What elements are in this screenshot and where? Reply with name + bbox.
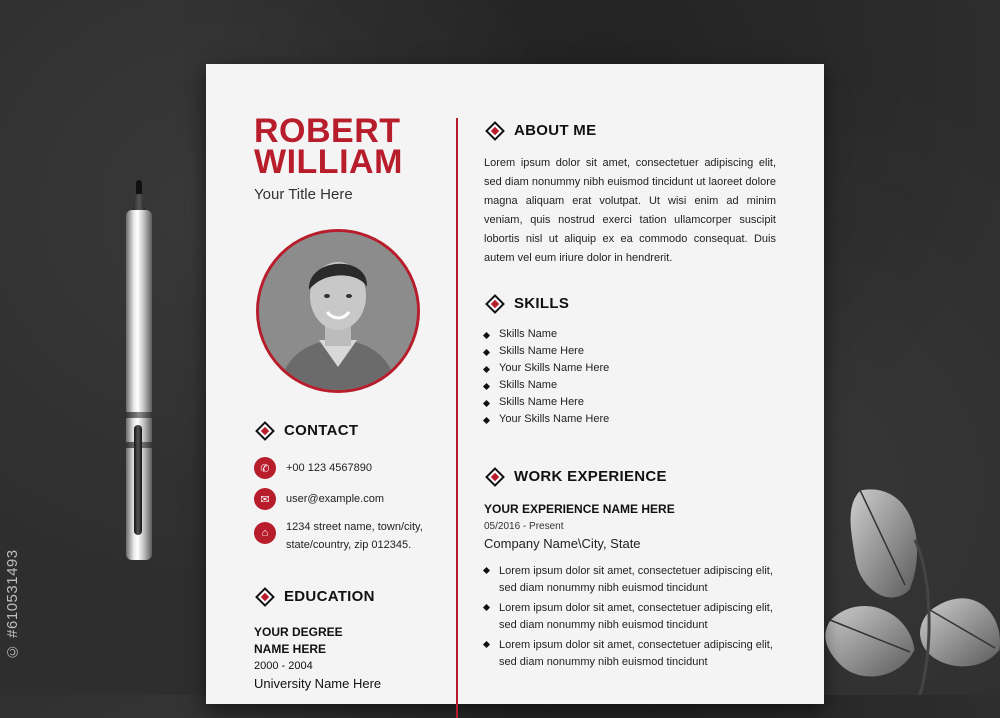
list-item: Skills Name <box>484 328 609 345</box>
phone-icon: ✆ <box>254 457 276 479</box>
list-item: Skills Name <box>484 379 609 396</box>
resume-paper <box>206 64 824 704</box>
plant-leaves-image <box>820 480 1000 695</box>
first-name: ROBERT <box>254 112 401 150</box>
experience-title: YOUR EXPERIENCE NAME HERE <box>484 502 675 516</box>
list-item: Your Skills Name Here <box>484 413 609 430</box>
experience-dates: 05/2016 - Present <box>484 521 564 532</box>
experience-heading: WORK EXPERIENCE <box>488 468 667 485</box>
about-heading: ABOUT ME <box>488 122 596 139</box>
skills-list <box>484 328 609 430</box>
list-item: Skills Name Here <box>484 345 609 362</box>
education-entry: YOUR DEGREE NAME HERE 2000 - 2004 University Name Here <box>254 625 382 691</box>
job-title: Your Title Here <box>254 186 353 203</box>
column-divider <box>456 118 458 718</box>
pen <box>124 180 154 565</box>
diamond-icon <box>485 294 505 314</box>
profile-photo <box>256 229 420 393</box>
list-item: Skills Name Here <box>484 396 609 413</box>
skills-heading: SKILLS <box>488 295 569 312</box>
diamond-icon <box>255 421 275 441</box>
stock-watermark: © #610531493 <box>4 549 21 660</box>
last-name: WILLIAM <box>254 143 403 181</box>
contact-phone: ✆ +00 123 4567890 <box>254 457 372 479</box>
resume-name <box>254 112 403 181</box>
list-item: Your Skills Name Here <box>484 362 609 379</box>
diamond-icon <box>255 587 275 607</box>
education-heading: EDUCATION <box>258 588 375 605</box>
envelope-icon: ✉ <box>254 488 276 510</box>
about-text: Lorem ipsum dolor sit amet, consectetuer adipiscing elit, sed diam nonummy nibh euismod tincidunt ut laoreet dolore magna aliquam erat volutpat. Ut wisi enim ad minim veniam, quis nostrud exerci tation ullamcorper suscipit lobortis nisl ut aliquip ex ea commodo consequat. Duis autem vel eum iriure dolor in hendrerit. <box>484 157 776 264</box>
diamond-icon <box>485 467 505 487</box>
experience-bullets <box>484 563 774 674</box>
home-icon: ⌂ <box>254 522 276 544</box>
diamond-icon <box>485 121 505 141</box>
list-item: Lorem ipsum dolor sit amet, consectetuer adipiscing elit, sed diam nonummy nibh euismod tincidunt <box>484 600 774 634</box>
contact-email: ✉ user@example.com <box>254 488 384 510</box>
list-item: Lorem ipsum dolor sit amet, consectetuer adipiscing elit, sed diam nonummy nibh euismod tincidunt <box>484 563 774 597</box>
contact-heading: CONTACT <box>258 422 358 439</box>
list-item: Lorem ipsum dolor sit amet, consectetuer adipiscing elit, sed diam nonummy nibh euismod tincidunt <box>484 637 774 671</box>
experience-company: Company Name\City, State <box>484 536 641 551</box>
contact-address: ⌂ 1234 street name, town/city, state/country, zip 012345. <box>254 516 423 554</box>
